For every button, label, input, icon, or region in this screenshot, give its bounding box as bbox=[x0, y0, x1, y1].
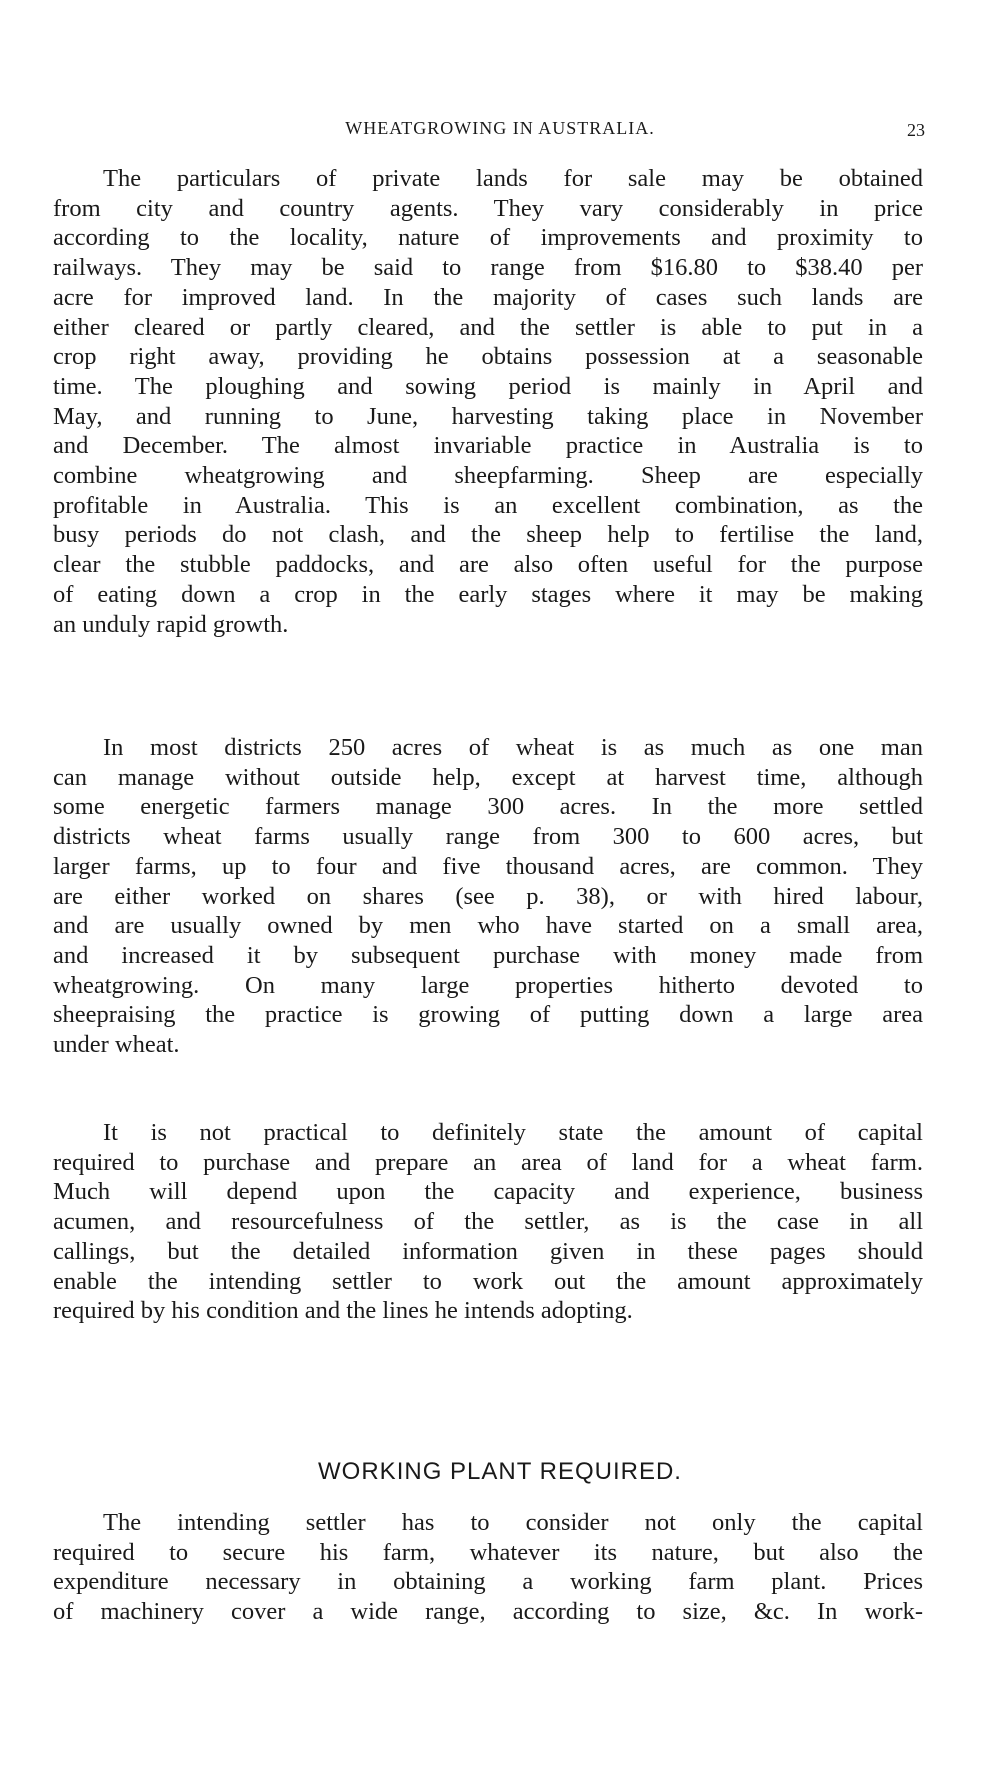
text-line: profitable in Australia. This is an excellent combination, as the bbox=[53, 491, 923, 519]
text-line: according to the locality, nature of improvements and proximity to bbox=[53, 224, 923, 252]
text-line: some energetic farmers manage 300 acres. In the more settled bbox=[53, 793, 923, 821]
text-line: acumen, and resourcefulness of the settler, as is the case in all bbox=[53, 1208, 923, 1236]
text-line: railways. They may be said to range from $16.80 to $38.40 per bbox=[53, 254, 923, 282]
text-line: May, and running to June, harvesting taking place in November bbox=[53, 402, 923, 430]
text-line: crop right away, providing he obtains possession at a seasonable bbox=[53, 343, 923, 371]
text-line: combine wheatgrowing and sheepfarming. Sheep are especially bbox=[53, 462, 923, 490]
running-title: WHEATGROWING IN AUSTRALIA. bbox=[345, 118, 655, 138]
paragraph-farm-size bbox=[53, 733, 923, 1060]
text-line: and December. The almost invariable practice in Australia is to bbox=[53, 432, 923, 460]
text-line: under wheat. bbox=[53, 1031, 180, 1059]
text-line: and are usually owned by men who have started on a small area, bbox=[53, 912, 923, 940]
text-line: can manage without outside help, except at harvest time, although bbox=[53, 763, 923, 791]
text-line: acre for improved land. In the majority of cases such lands are bbox=[53, 283, 923, 311]
text-line: time. The ploughing and sowing period is mainly in April and bbox=[53, 372, 923, 400]
paragraph-working-plant bbox=[53, 1508, 923, 1627]
text-line: sheepraising the practice is growing of putting down a large area bbox=[53, 1001, 923, 1029]
text-line: required to purchase and prepare an area of land for a wheat farm. bbox=[53, 1148, 923, 1176]
text-line: an unduly rapid growth. bbox=[53, 610, 289, 638]
text-line: required to secure his farm, whatever its nature, but also the bbox=[53, 1538, 923, 1566]
paragraph-private-lands bbox=[53, 164, 923, 639]
page-number: 23 bbox=[907, 120, 925, 140]
text-line: Much will depend upon the capacity and experience, business bbox=[53, 1178, 923, 1206]
text-line: clear the stubble paddocks, and are also often useful for the purpose bbox=[53, 551, 923, 579]
text-line: of machinery cover a wide range, according to size, &c. In work- bbox=[53, 1598, 923, 1626]
text-line: either cleared or partly cleared, and the settler is able to put in a bbox=[53, 313, 923, 341]
text-line: The intending settler has to consider not only the capital bbox=[103, 1509, 923, 1536]
paragraph-capital bbox=[53, 1118, 923, 1326]
text-line: required by his condition and the lines he intends adopting. bbox=[53, 1297, 633, 1325]
text-line: callings, but the detailed information given in these pages should bbox=[53, 1237, 923, 1265]
text-line: The particulars of private lands for sale may be obtained bbox=[103, 165, 923, 192]
text-line: In most districts 250 acres of wheat is as much as one man bbox=[103, 734, 923, 761]
text-line: expenditure necessary in obtaining a working farm plant. Prices bbox=[53, 1568, 923, 1596]
text-line: enable the intending settler to work out the amount approximately bbox=[53, 1267, 923, 1295]
text-line: are either worked on shares (see p. 38), or with hired labour, bbox=[53, 882, 923, 910]
text-line: and increased it by subsequent purchase with money made from bbox=[53, 941, 923, 969]
text-line: from city and country agents. They vary considerably in price bbox=[53, 194, 923, 222]
text-line: wheatgrowing. On many large properties hitherto devoted to bbox=[53, 971, 923, 999]
text-line: larger farms, up to four and five thousand acres, are common. They bbox=[53, 852, 923, 880]
text-line: busy periods do not clash, and the sheep help to fertilise the land, bbox=[53, 521, 923, 549]
text-line: It is not practical to definitely state the amount of capital bbox=[103, 1119, 923, 1146]
text-line: districts wheat farms usually range from 300 to 600 acres, but bbox=[53, 823, 923, 851]
section-heading: WORKING PLANT REQUIRED. bbox=[318, 1458, 682, 1485]
text-line: of eating down a crop in the early stages where it may be making bbox=[53, 580, 923, 608]
